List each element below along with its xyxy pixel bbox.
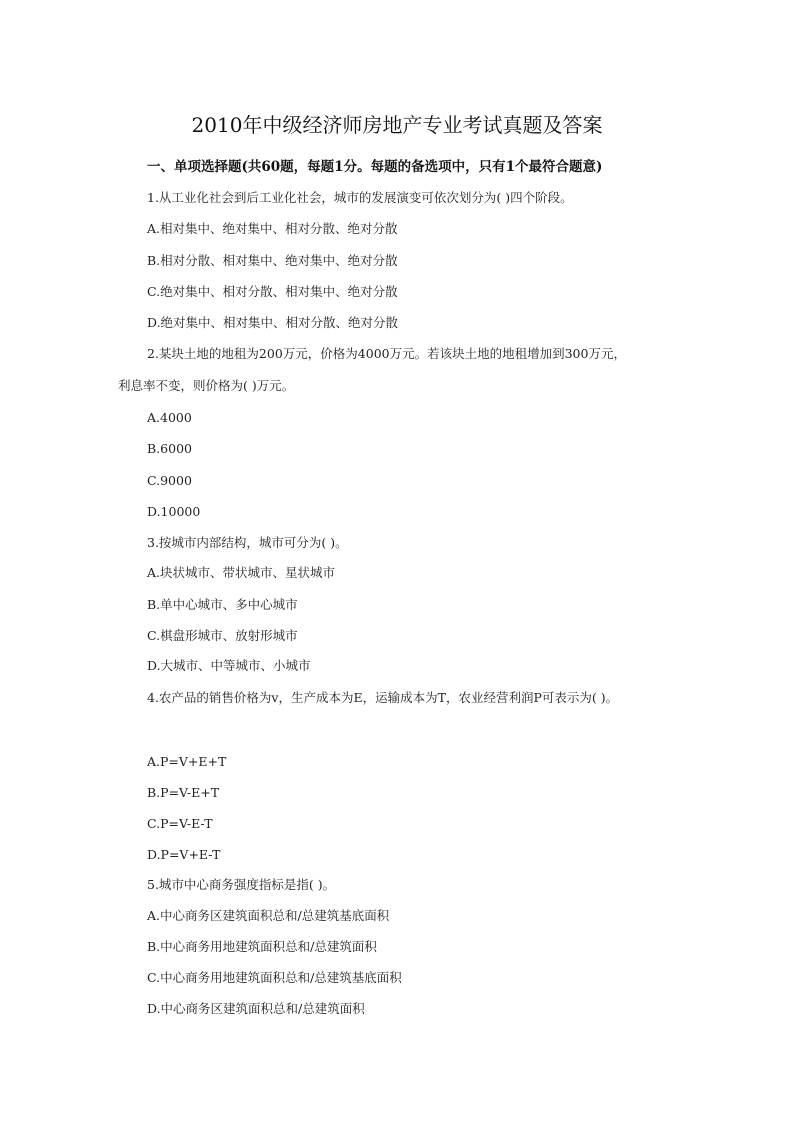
question-3-option-a: A.块状城市、带状城市、星状城市: [147, 565, 336, 580]
question-5-option-b: B.中心商务用地建筑面积总和/总建筑面积: [147, 939, 377, 954]
question-5-option-a: A.中心商务区建筑面积总和/总建筑基底面积: [147, 908, 390, 923]
question-1-option-a: A.相对集中、绝对集中、相对分散、绝对分散: [147, 221, 398, 236]
question-5-option-c: C.中心商务用地建筑面积总和/总建筑基底面积: [147, 970, 402, 985]
question-1-option-b: B.相对分散、相对集中、绝对集中、绝对分散: [147, 253, 398, 268]
question-3-option-b: B.单中心城市、多中心城市: [147, 597, 298, 612]
question-4-option-a: A.P=V+E+T: [147, 754, 227, 769]
question-4-option-c: C.P=V-E-T: [147, 816, 213, 831]
question-4-stem: 4.农产品的销售价格为v，生产成本为E，运输成本为T，农业经营利润P可表示为( )。: [147, 690, 619, 705]
question-1-option-d: D.绝对集中、相对集中、相对分散、绝对分散: [147, 315, 399, 330]
question-2-option-d: D.10000: [147, 504, 201, 519]
question-2-option-a: A.4000: [147, 410, 192, 425]
section-heading: 一、单项选择题(共60题，每题1分。每题的备选项中，只有1个最符合题意): [147, 159, 603, 175]
question-1-option-c: C.绝对集中、相对分散、相对集中、绝对分散: [147, 284, 398, 299]
question-4-option-b: B.P=V-E+T: [147, 785, 220, 800]
document-title: 2010年中级经济师房地产专业考试真题及答案: [191, 113, 603, 137]
question-5-stem: 5.城市中心商务强度指标是指( )。: [147, 877, 336, 892]
question-3-option-c: C.棋盘形城市、放射形城市: [147, 628, 298, 643]
question-2-stem-continued: 利息率不变，则价格为( )万元。: [118, 378, 295, 393]
question-3-stem: 3.按城市内部结构，城市可分为( )。: [147, 535, 348, 550]
question-2-option-b: B.6000: [147, 441, 192, 456]
question-1-stem: 1.从工业化社会到后工业化社会，城市的发展演变可依次划分为( )四个阶段。: [147, 190, 573, 205]
question-5-option-d: D.中心商务区建筑面积总和/总建筑面积: [147, 1001, 365, 1016]
question-4-option-d: D.P=V+E-T: [147, 847, 221, 862]
question-2-option-c: C.9000: [147, 473, 192, 488]
question-3-option-d: D.大城市、中等城市、小城市: [147, 658, 311, 673]
question-2-stem: 2.某块土地的地租为200万元，价格为4000万元。若该块土地的地租增加到300万元，: [147, 346, 626, 361]
